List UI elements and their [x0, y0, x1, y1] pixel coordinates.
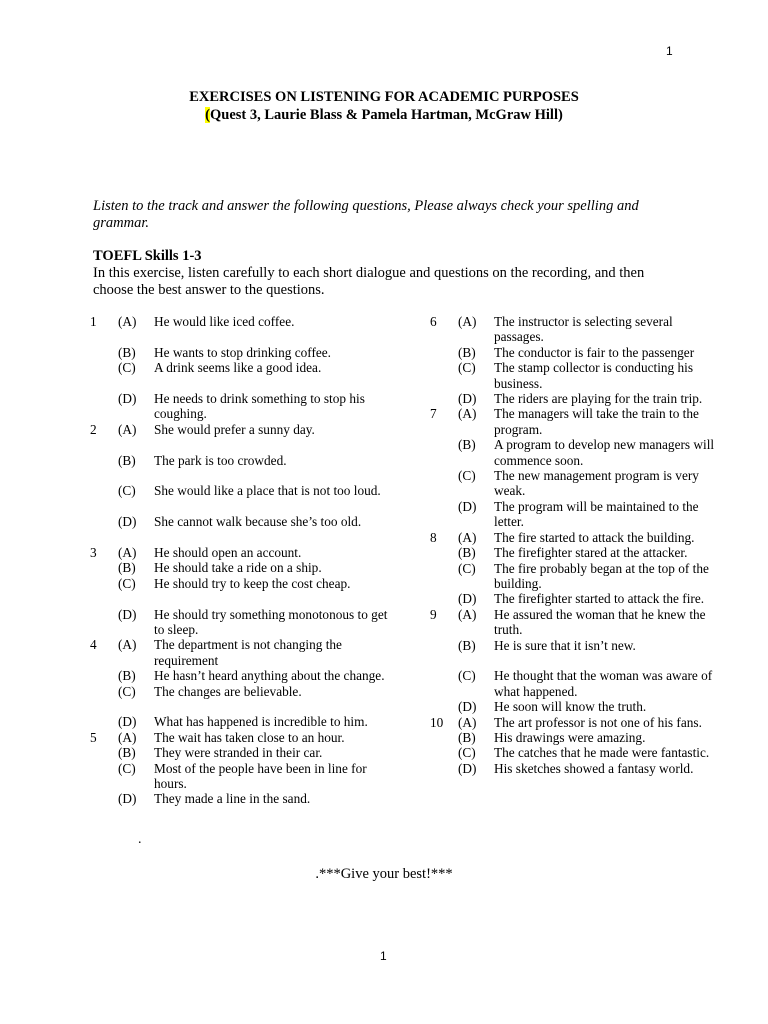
option-letter: (C) — [118, 683, 136, 699]
option-letter: (C) — [458, 468, 476, 484]
option-letter: (C) — [458, 560, 476, 576]
option-letter: (A) — [458, 406, 477, 422]
option-letter: (D) — [118, 514, 137, 530]
option-text: He would like iced coffee. — [154, 314, 295, 329]
title-source: Quest 3, Laurie Blass & Pamela Hartman, McGraw Hill) — [210, 107, 563, 123]
question-7-option-b — [426, 437, 720, 468]
question-1-option-b — [90, 345, 394, 360]
option-letter: (D) — [118, 791, 137, 807]
option-text: The fire started to attack the building. — [494, 529, 695, 545]
question-6-option-c — [426, 360, 720, 391]
option-text: The wait has taken close to an hour. — [154, 729, 345, 745]
question-9-option-c — [426, 668, 720, 699]
option-text: He hasn’t heard anything about the change. — [154, 668, 385, 684]
question-number: 5 — [90, 729, 97, 745]
question-1-option-c — [90, 360, 394, 375]
question-number: 7 — [430, 406, 437, 422]
option-text: She would like a place that is not too loud. — [154, 483, 381, 499]
option-text: The firefighter started to attack the fire. — [494, 591, 705, 607]
question-10-option-d — [426, 761, 720, 776]
option-text: They were stranded in their car. — [154, 745, 323, 761]
question-4-option-b — [90, 668, 394, 683]
option-letter: (D) — [458, 760, 477, 776]
question-5-option-a — [90, 730, 394, 745]
highlighted-paren: ( — [205, 107, 211, 123]
option-letter: (D) — [458, 391, 477, 407]
option-letter: (A) — [118, 421, 137, 437]
option-letter: (D) — [118, 391, 137, 406]
option-letter: (A) — [118, 314, 137, 329]
question-5-option-d — [90, 791, 394, 806]
option-letter: (B) — [118, 745, 136, 761]
option-letter: (B) — [458, 637, 476, 653]
question-number: 2 — [90, 421, 97, 437]
question-number: 10 — [430, 714, 444, 730]
option-letter: (B) — [458, 545, 476, 561]
questions-right-column — [426, 314, 720, 776]
question-10-option-a — [426, 715, 720, 730]
option-text: He is sure that it isn’t new. — [494, 637, 636, 653]
section-description: In this exercise, listen carefully to each short dialogue and questions on the recording, and then choose the best answer to the questions. — [93, 265, 645, 298]
title-line-1: EXERCISES ON LISTENING FOR ACADEMIC PURPOSES — [189, 89, 579, 105]
option-letter: (D) — [458, 591, 477, 607]
question-2-option-d — [90, 514, 394, 529]
option-text: His drawings were amazing. — [494, 729, 646, 745]
question-2-option-b — [90, 453, 394, 468]
option-letter: (B) — [458, 729, 476, 745]
option-text: Most of the people have been in line for hours. — [154, 760, 367, 792]
option-text: He assured the woman that he knew the truth. — [494, 606, 706, 638]
question-number: 8 — [430, 529, 437, 545]
option-text: He soon will know the truth. — [494, 699, 647, 715]
question-8-option-c — [426, 561, 720, 592]
option-letter: (C) — [458, 360, 476, 376]
option-text: They made a line in the sand. — [154, 791, 311, 807]
question-3-option-b — [90, 560, 394, 575]
option-letter: (D) — [118, 714, 137, 730]
option-text: He thought that the woman was aware of what happened. — [494, 668, 713, 699]
option-text: He should try to keep the cost cheap. — [154, 575, 351, 591]
option-text: The stamp collector is conducting his business. — [494, 360, 694, 391]
question-9-option-a — [426, 607, 720, 638]
option-letter: (B) — [118, 452, 136, 468]
page-number-top: 1 — [666, 44, 673, 58]
option-text: The changes are believable. — [154, 683, 302, 699]
option-text: The art professor is not one of his fans. — [494, 714, 702, 730]
question-7-option-c — [426, 468, 720, 499]
question-1-option-a — [90, 314, 394, 329]
question-3-option-d — [90, 607, 394, 638]
question-4-option-c — [90, 684, 394, 699]
option-text: A drink seems like a good idea. — [154, 360, 322, 376]
question-9-option-d — [426, 699, 720, 714]
question-5-option-c — [90, 761, 394, 792]
closing-message: .***Give your best!*** — [315, 866, 453, 882]
option-text: The park is too crowded. — [154, 452, 287, 468]
option-text: The riders are playing for the train trip. — [494, 391, 703, 407]
option-text: He needs to drink something to stop his coughing. — [154, 391, 365, 422]
question-8-option-d — [426, 591, 720, 606]
question-10-option-c — [426, 745, 720, 760]
option-letter: (A) — [458, 606, 477, 622]
option-text: The department is not changing the requirement — [154, 637, 342, 668]
question-number: 9 — [430, 606, 437, 622]
option-text: The fire probably began at the top of the building. — [494, 560, 709, 591]
option-letter: (B) — [118, 668, 136, 684]
option-text: The program will be maintained to the letter. — [494, 498, 699, 530]
option-text: The instructor is selecting several passages. — [494, 314, 673, 345]
title-line-2 — [0, 106, 768, 124]
questions-left-column — [90, 314, 394, 807]
question-2-option-c — [90, 483, 394, 498]
option-text: He should try something monotonous to get to sleep. — [154, 606, 388, 638]
question-7-option-a — [426, 406, 720, 437]
question-number: 6 — [430, 314, 437, 329]
question-6-option-a — [426, 314, 720, 345]
option-letter: (C) — [118, 483, 136, 499]
option-letter: (A) — [458, 529, 477, 545]
option-letter: (B) — [458, 437, 476, 453]
page-number-bottom: 1 — [380, 949, 387, 963]
question-number: 3 — [90, 545, 97, 560]
question-2-option-a — [90, 422, 394, 437]
option-text: The firefighter stared at the attacker. — [494, 545, 688, 561]
option-letter: (A) — [458, 714, 477, 730]
option-text: He should take a ride on a ship. — [154, 560, 322, 576]
question-10-option-b — [426, 730, 720, 745]
option-letter: (A) — [118, 729, 137, 745]
question-number: 1 — [90, 314, 97, 329]
option-text: His sketches showed a fantasy world. — [494, 760, 694, 776]
option-letter: (B) — [458, 344, 476, 360]
section-title: TOEFL Skills 1-3 — [93, 248, 202, 264]
question-6-option-b — [426, 345, 720, 360]
question-4-option-a — [90, 637, 394, 668]
option-text: The catches that he made were fantastic. — [494, 745, 710, 761]
question-3-option-a — [90, 545, 394, 560]
stray-dot: . — [138, 832, 142, 847]
option-text: The managers will take the train to the program. — [494, 406, 699, 437]
question-8-option-a — [426, 530, 720, 545]
question-5-option-b — [90, 745, 394, 760]
option-letter: (B) — [118, 344, 136, 360]
option-text: The conductor is fair to the passenger — [494, 344, 695, 360]
option-text: What has happened is incredible to him. — [154, 714, 368, 730]
option-letter: (C) — [118, 575, 136, 591]
option-text: A program to develop new managers will commence soon. — [494, 437, 715, 468]
option-letter: (C) — [118, 360, 136, 376]
question-number: 4 — [90, 637, 97, 653]
question-8-option-b — [426, 545, 720, 560]
document-title — [0, 88, 768, 124]
option-letter: (C) — [118, 760, 136, 776]
option-letter: (B) — [118, 560, 136, 576]
option-letter: (C) — [458, 745, 476, 761]
option-letter: (A) — [118, 545, 137, 560]
option-letter: (D) — [118, 606, 137, 622]
question-3-option-c — [90, 576, 394, 591]
option-text: She cannot walk because she’s too old. — [154, 514, 362, 530]
instructions: Listen to the track and answer the following questions, Please always check your spelling and grammar. — [93, 198, 639, 231]
option-text: The new management program is very weak. — [494, 468, 699, 499]
option-text: She would prefer a sunny day. — [154, 421, 315, 437]
question-1-option-d — [90, 391, 394, 422]
question-6-option-d — [426, 391, 720, 406]
option-letter: (D) — [458, 699, 477, 715]
option-letter: (A) — [118, 637, 137, 653]
question-7-option-d — [426, 499, 720, 530]
option-text: He wants to stop drinking coffee. — [154, 344, 332, 360]
option-letter: (C) — [458, 668, 476, 684]
question-4-option-d — [90, 714, 394, 729]
question-9-option-b — [426, 638, 720, 653]
option-text: He should open an account. — [154, 545, 302, 560]
option-letter: (A) — [458, 314, 477, 329]
option-letter: (D) — [458, 498, 477, 514]
